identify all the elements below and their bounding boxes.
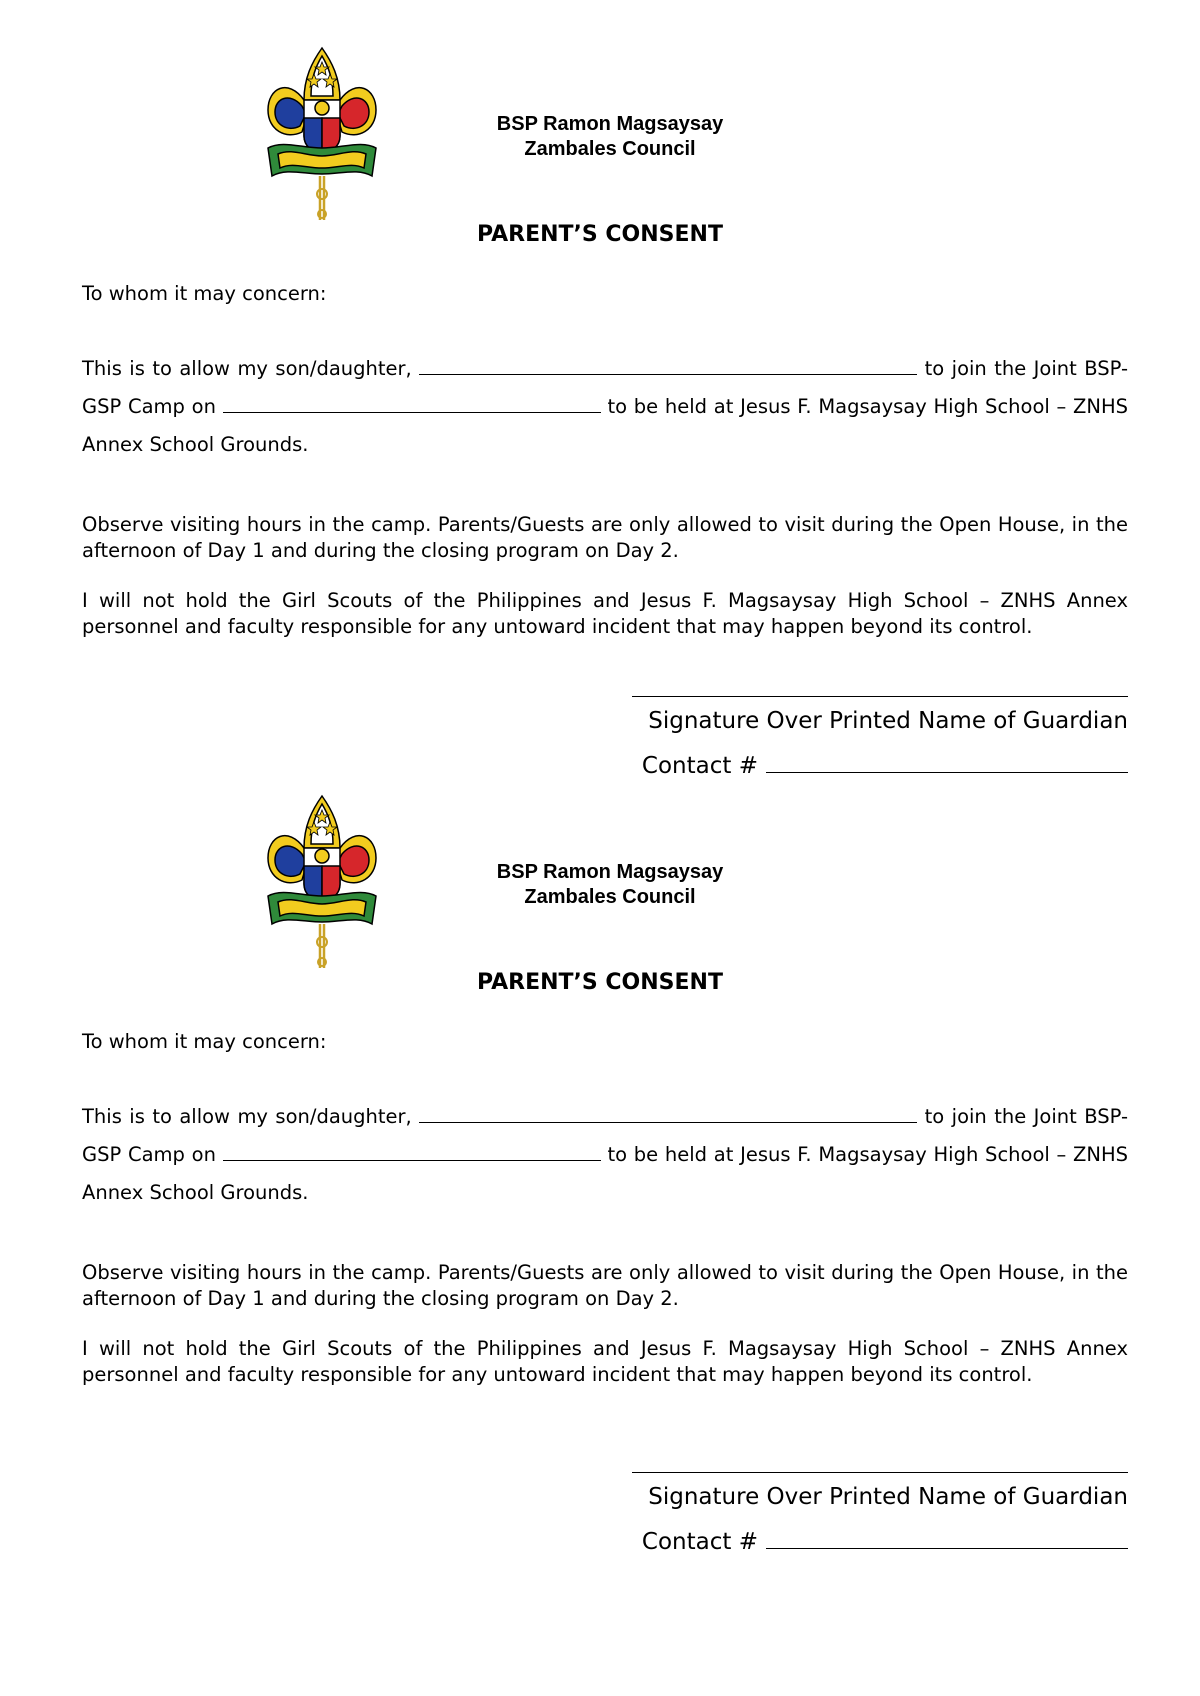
page-title: PARENT’S CONSENT (477, 222, 723, 247)
signature-field[interactable] (632, 1472, 1128, 1473)
consent-text-1: This is to allow my son/daughter, (82, 357, 412, 380)
camp-date-field[interactable] (223, 388, 601, 413)
consent-text-3: to be held at Jesus F. Magsaysay High School – ZNHS Annex School Grounds. (82, 1143, 1129, 1204)
child-name-field[interactable] (419, 1098, 917, 1123)
signature-label: Signature Over Printed Name of Guardian (648, 1484, 1128, 1510)
camp-date-field[interactable] (223, 1136, 601, 1161)
consent-text-1: This is to allow my son/daughter, (82, 1105, 412, 1128)
contact-label: Contact # (641, 753, 758, 779)
consent-form-2 (0, 748, 1200, 1598)
organization-line-1: BSP Ramon Magsaysay (496, 113, 724, 135)
contact-row (560, 1526, 1128, 1555)
bsp-emblem-icon (262, 44, 382, 224)
contact-label: Contact # (641, 1529, 758, 1555)
page-title: PARENT’S CONSENT (477, 970, 723, 995)
consent-paragraph (82, 1098, 1128, 1212)
visiting-hours-paragraph: Observe visiting hours in the camp. Parents/Guests are only allowed to visit during the Open House, in the afternoon of Day 1 and during the closing program on Day 2. (82, 1261, 1128, 1310)
greeting: To whom it may concern: (82, 282, 327, 305)
consent-text-2: to join the Joint BSP-GSP Camp on (82, 1105, 1129, 1166)
liability-paragraph: I will not hold the Girl Scouts of the Philippines and Jesus F. Magsaysay High School – ZNHS Annex personnel and faculty responsible for any untoward incident that may happen beyond its control. (82, 589, 1128, 638)
consent-paragraph (82, 350, 1128, 464)
organization-line-2: Zambales Council (524, 138, 696, 160)
signature-label: Signature Over Printed Name of Guardian (648, 708, 1128, 734)
organization-name (420, 860, 800, 910)
consent-text-2: to join the Joint BSP-GSP Camp on (82, 357, 1129, 418)
liability-paragraph: I will not hold the Girl Scouts of the Philippines and Jesus F. Magsaysay High School – ZNHS Annex personnel and faculty responsible for any untoward incident that may happen beyond its control. (82, 1337, 1128, 1386)
visiting-hours-paragraph: Observe visiting hours in the camp. Parents/Guests are only allowed to visit during the Open House, in the afternoon of Day 1 and during the closing program on Day 2. (82, 513, 1128, 562)
organization-line-2: Zambales Council (524, 886, 696, 908)
greeting: To whom it may concern: (82, 1030, 327, 1053)
contact-number-field[interactable] (766, 1526, 1128, 1549)
bsp-emblem-icon (262, 792, 382, 972)
consent-text-3: to be held at Jesus F. Magsaysay High School – ZNHS Annex School Grounds. (82, 395, 1129, 456)
signature-field[interactable] (632, 696, 1128, 697)
organization-line-1: BSP Ramon Magsaysay (496, 861, 724, 883)
child-name-field[interactable] (419, 350, 917, 375)
organization-name (420, 112, 800, 162)
